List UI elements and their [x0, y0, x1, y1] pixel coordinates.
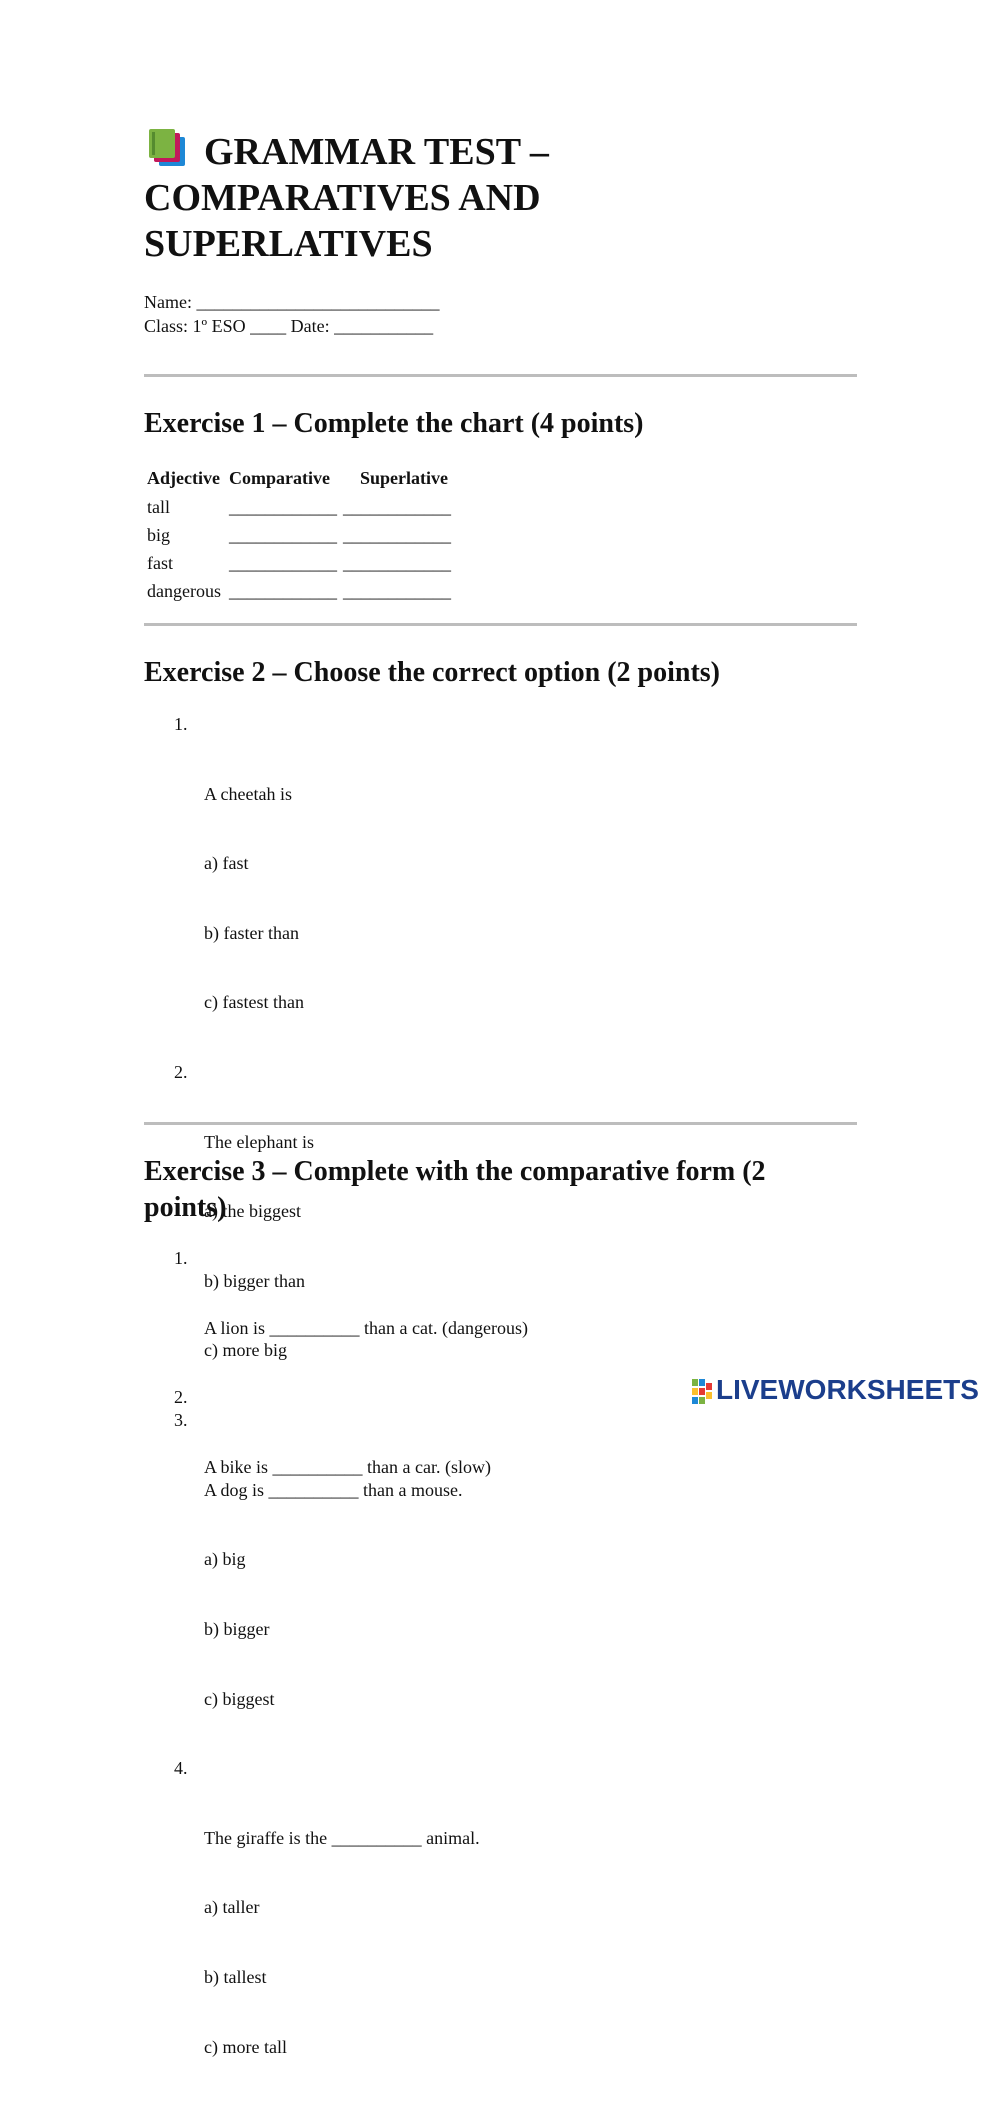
- exercise3-questions: [174, 1247, 528, 1525]
- superlative-blank[interactable]: ____________: [342, 580, 451, 601]
- exercise1-chart: [144, 464, 454, 605]
- divider: [144, 374, 857, 377]
- answer-option[interactable]: c) more tall: [204, 2036, 287, 2057]
- answer-option[interactable]: b) bigger than: [204, 1270, 305, 1291]
- comparative-blank[interactable]: ____________: [228, 496, 337, 517]
- table-row: [144, 549, 454, 577]
- comparative-blank[interactable]: ____________: [228, 524, 337, 545]
- class-date-line[interactable]: Class: 1º ESO ____ Date: ___________: [144, 316, 434, 336]
- list-item: [174, 1386, 528, 1525]
- liveworksheets-brand: [692, 1373, 979, 1407]
- question-number: 3.: [174, 1410, 188, 1431]
- exercise3-heading: Exercise 3 – Complete with the comparative form (2 points): [144, 1156, 766, 1223]
- divider: [144, 623, 857, 626]
- student-info: [144, 290, 439, 338]
- list-item: [174, 1247, 528, 1386]
- table-row: [144, 521, 454, 549]
- question-text[interactable]: A bike is __________ than a car. (slow): [204, 1456, 491, 1477]
- superlative-blank[interactable]: ____________: [342, 552, 451, 573]
- answer-option[interactable]: a) taller: [204, 1897, 260, 1918]
- table-row: [144, 493, 454, 521]
- question-number: 1.: [174, 714, 188, 734]
- answer-option[interactable]: a) fast: [204, 853, 249, 874]
- adjective-cell: fast: [147, 552, 173, 573]
- books-icon: [144, 128, 190, 168]
- exercise1-heading: Exercise 1 – Complete the chart (4 points): [144, 408, 644, 439]
- table-row: [144, 577, 454, 605]
- title-text: GRAMMAR TEST – COMPARATIVES AND SUPERLATIVES: [144, 131, 549, 265]
- liveworksheets-logo-icon: [692, 1379, 714, 1405]
- comparative-blank[interactable]: ____________: [228, 552, 337, 573]
- answer-option[interactable]: a) big: [204, 1549, 246, 1570]
- name-line[interactable]: Name: ___________________________: [144, 292, 440, 312]
- question-stem: The giraffe is the __________ animal.: [204, 1827, 480, 1848]
- adjective-cell: tall: [147, 496, 170, 517]
- superlative-blank[interactable]: ____________: [342, 496, 451, 517]
- exercise2-heading: Exercise 2 – Choose the correct option (2 points): [144, 657, 720, 688]
- answer-option[interactable]: b) faster than: [204, 922, 299, 943]
- question-number: 1.: [174, 1248, 188, 1268]
- answer-option[interactable]: b) bigger: [204, 1618, 270, 1639]
- question-stem: A cheetah is: [204, 783, 292, 804]
- question-text[interactable]: A lion is __________ than a cat. (dangerous): [204, 1317, 528, 1338]
- list-item: [174, 713, 480, 1061]
- answer-option[interactable]: c) fastest than: [204, 992, 304, 1013]
- page-title: [144, 128, 704, 267]
- superlative-blank[interactable]: ____________: [342, 524, 451, 545]
- question-stem: A dog is __________ than a mouse.: [204, 1479, 463, 1500]
- answer-option[interactable]: c) more big: [204, 1340, 287, 1361]
- list-item: [174, 1757, 480, 2105]
- answer-option[interactable]: a) the biggest: [204, 1201, 301, 1222]
- answer-option[interactable]: c) biggest: [204, 1688, 275, 1709]
- divider: [144, 1122, 857, 1125]
- question-number: 2.: [174, 1062, 188, 1083]
- brand-text: LIVEWORKSHEETS: [716, 1374, 979, 1405]
- col-header-comparative: Comparative: [228, 468, 330, 488]
- question-stem: The elephant is: [204, 1131, 314, 1152]
- col-header-superlative: Superlative: [359, 468, 448, 488]
- adjective-cell: dangerous: [147, 580, 221, 601]
- comparative-blank[interactable]: ____________: [228, 580, 337, 601]
- answer-option[interactable]: b) tallest: [204, 1966, 267, 1987]
- question-number: 4.: [174, 1758, 188, 1779]
- question-number: 2.: [174, 1387, 188, 1408]
- adjective-cell: big: [147, 524, 171, 545]
- col-header-adjective: Adjective: [147, 468, 220, 488]
